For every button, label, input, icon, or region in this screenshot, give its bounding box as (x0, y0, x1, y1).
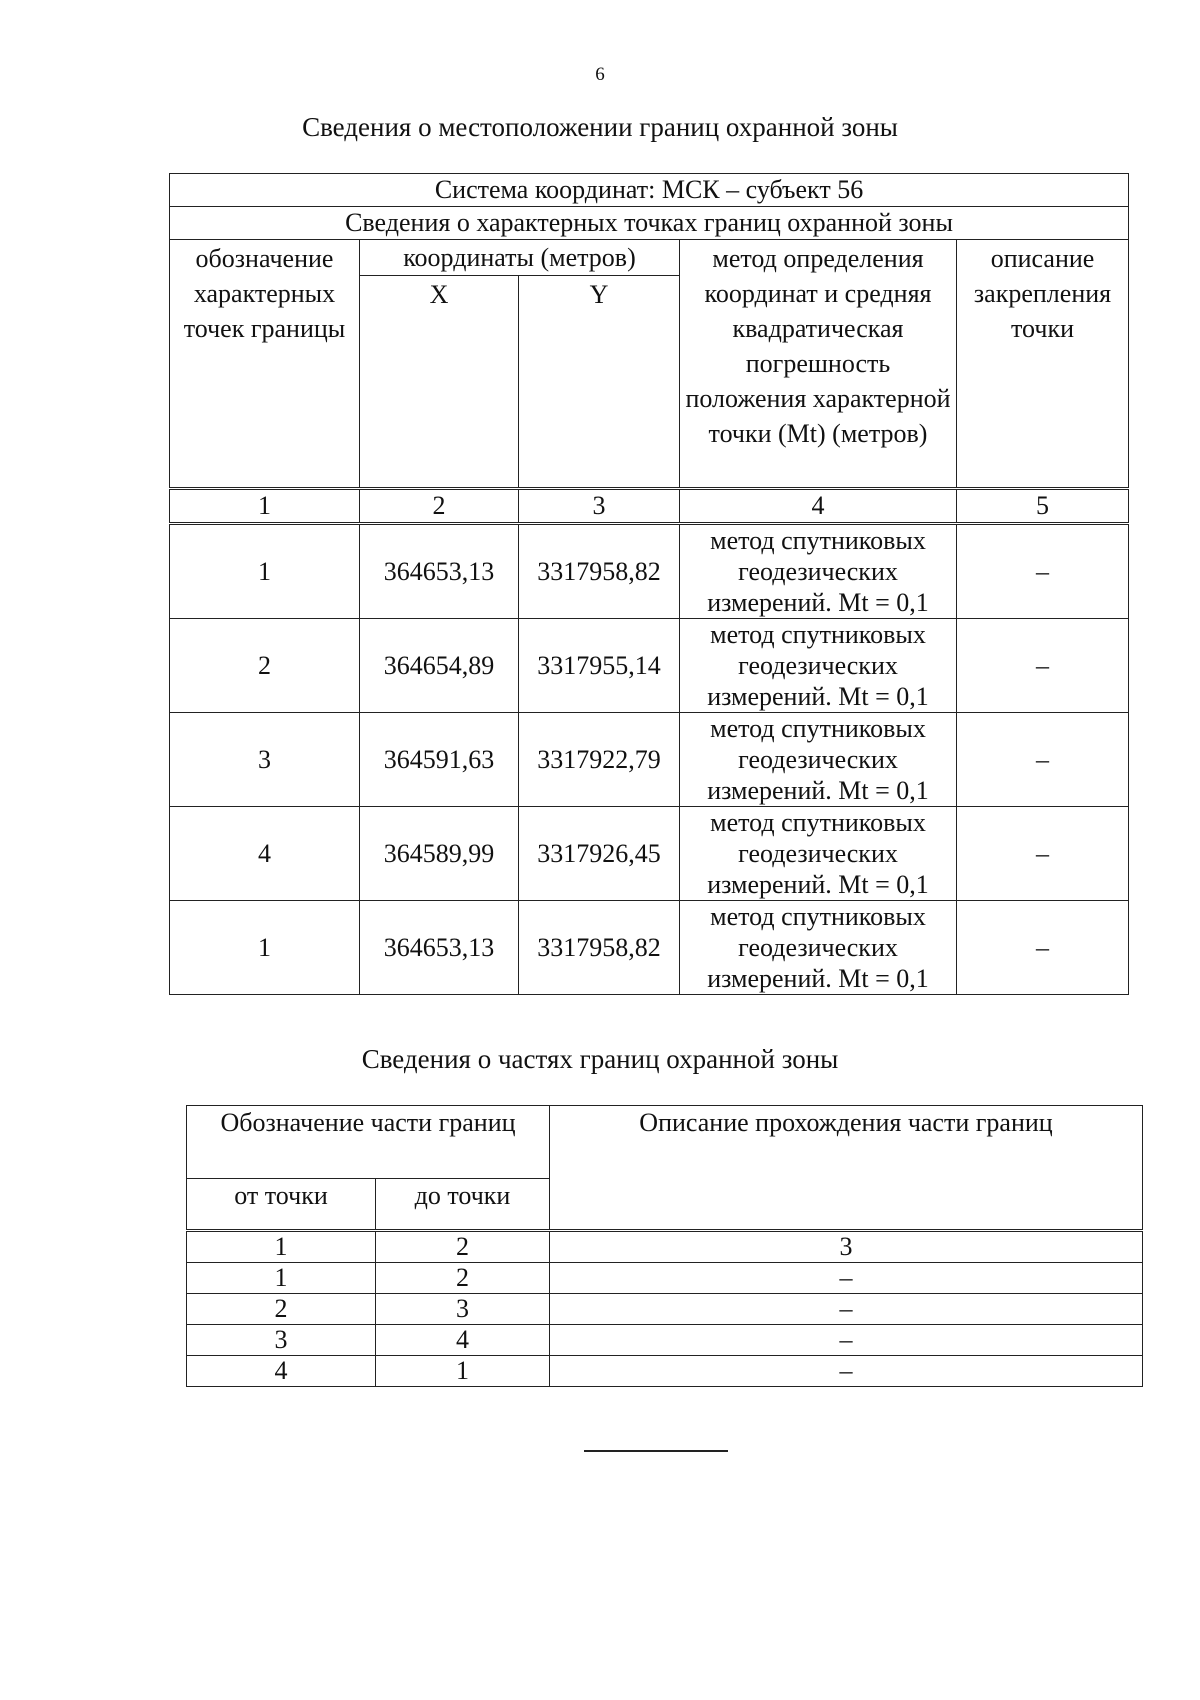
table-row (187, 1356, 1143, 1387)
point-cell: 1 (170, 901, 360, 995)
x-cell: 364653,13 (360, 524, 519, 619)
page-number: 6 (595, 64, 605, 85)
table-row (170, 619, 1129, 713)
y-cell: 3317958,82 (519, 901, 680, 995)
from-cell: 2 (187, 1294, 376, 1325)
description-cell: – (957, 901, 1129, 995)
column-number: 3 (519, 489, 680, 524)
characteristic-points-table (169, 173, 1129, 995)
header-part-description: Описание прохождения части границ (550, 1106, 1143, 1231)
table-row (170, 713, 1129, 807)
x-cell: 364589,99 (360, 807, 519, 901)
table-row (187, 1325, 1143, 1356)
to-cell: 4 (376, 1325, 550, 1356)
method-cell: метод спутниковых геодезических измерений. Mt = 0,1 (680, 901, 957, 995)
description-cell: – (957, 807, 1129, 901)
table-row (170, 807, 1129, 901)
description-cell: – (957, 619, 1129, 713)
from-cell: 3 (187, 1325, 376, 1356)
description-cell: – (957, 524, 1129, 619)
x-cell: 364591,63 (360, 713, 519, 807)
to-cell: 1 (376, 1356, 550, 1387)
y-cell: 3317922,79 (519, 713, 680, 807)
table-row (187, 1294, 1143, 1325)
coord-system-cell: Система координат: МСК – субъект 56 (170, 174, 1129, 207)
method-cell: метод спутниковых геодезических измерений. Mt = 0,1 (680, 619, 957, 713)
header-coordinates: координаты (метров) (360, 240, 680, 276)
x-cell: 364653,13 (360, 901, 519, 995)
column-number: 1 (170, 489, 360, 524)
column-number: 5 (957, 489, 1129, 524)
description-cell: – (550, 1294, 1143, 1325)
description-cell: – (550, 1356, 1143, 1387)
header-from-point: от точки (187, 1179, 376, 1231)
header-x: X (360, 276, 519, 489)
method-cell: метод спутниковых геодезических измерений. Mt = 0,1 (680, 713, 957, 807)
to-cell: 2 (376, 1263, 550, 1294)
method-cell: метод спутниковых геодезических измерений. Mt = 0,1 (680, 524, 957, 619)
table-row (170, 901, 1129, 995)
point-cell: 2 (170, 619, 360, 713)
description-cell: – (957, 713, 1129, 807)
header-y: Y (519, 276, 680, 489)
from-cell: 1 (187, 1263, 376, 1294)
boundary-parts-table (186, 1105, 1143, 1387)
column-number: 4 (680, 489, 957, 524)
header-part-designation: Обозначение части границ (187, 1106, 550, 1179)
point-cell: 4 (170, 807, 360, 901)
boundary-parts-title: Сведения о частях границ охранной зоны (361, 1044, 839, 1074)
end-divider (584, 1450, 728, 1452)
y-cell: 3317955,14 (519, 619, 680, 713)
boundary-location-title: Сведения о местоположении границ охранной зоны (302, 112, 898, 142)
table-row (187, 1263, 1143, 1294)
header-description: описание закрепления точки (957, 240, 1129, 489)
table-row (170, 524, 1129, 619)
points-subtitle-cell: Сведения о характерных точках границ охранной зоны (170, 207, 1129, 240)
from-cell: 4 (187, 1356, 376, 1387)
y-cell: 3317958,82 (519, 524, 680, 619)
to-cell: 3 (376, 1294, 550, 1325)
method-cell: метод спутниковых геодезических измерений. Mt = 0,1 (680, 807, 957, 901)
x-cell: 364654,89 (360, 619, 519, 713)
point-cell: 3 (170, 713, 360, 807)
description-cell: – (550, 1325, 1143, 1356)
column-number: 2 (376, 1231, 550, 1263)
column-number: 2 (360, 489, 519, 524)
column-number: 3 (550, 1231, 1143, 1263)
point-cell: 1 (170, 524, 360, 619)
y-cell: 3317926,45 (519, 807, 680, 901)
description-cell: – (550, 1263, 1143, 1294)
column-number: 1 (187, 1231, 376, 1263)
header-designation: обозначение характерных точек границы (170, 240, 360, 489)
header-method: метод определения координат и средняя квадратическая погрешность положения характерной точки (Mt) (метров) (680, 240, 957, 489)
header-to-point: до точки (376, 1179, 550, 1231)
